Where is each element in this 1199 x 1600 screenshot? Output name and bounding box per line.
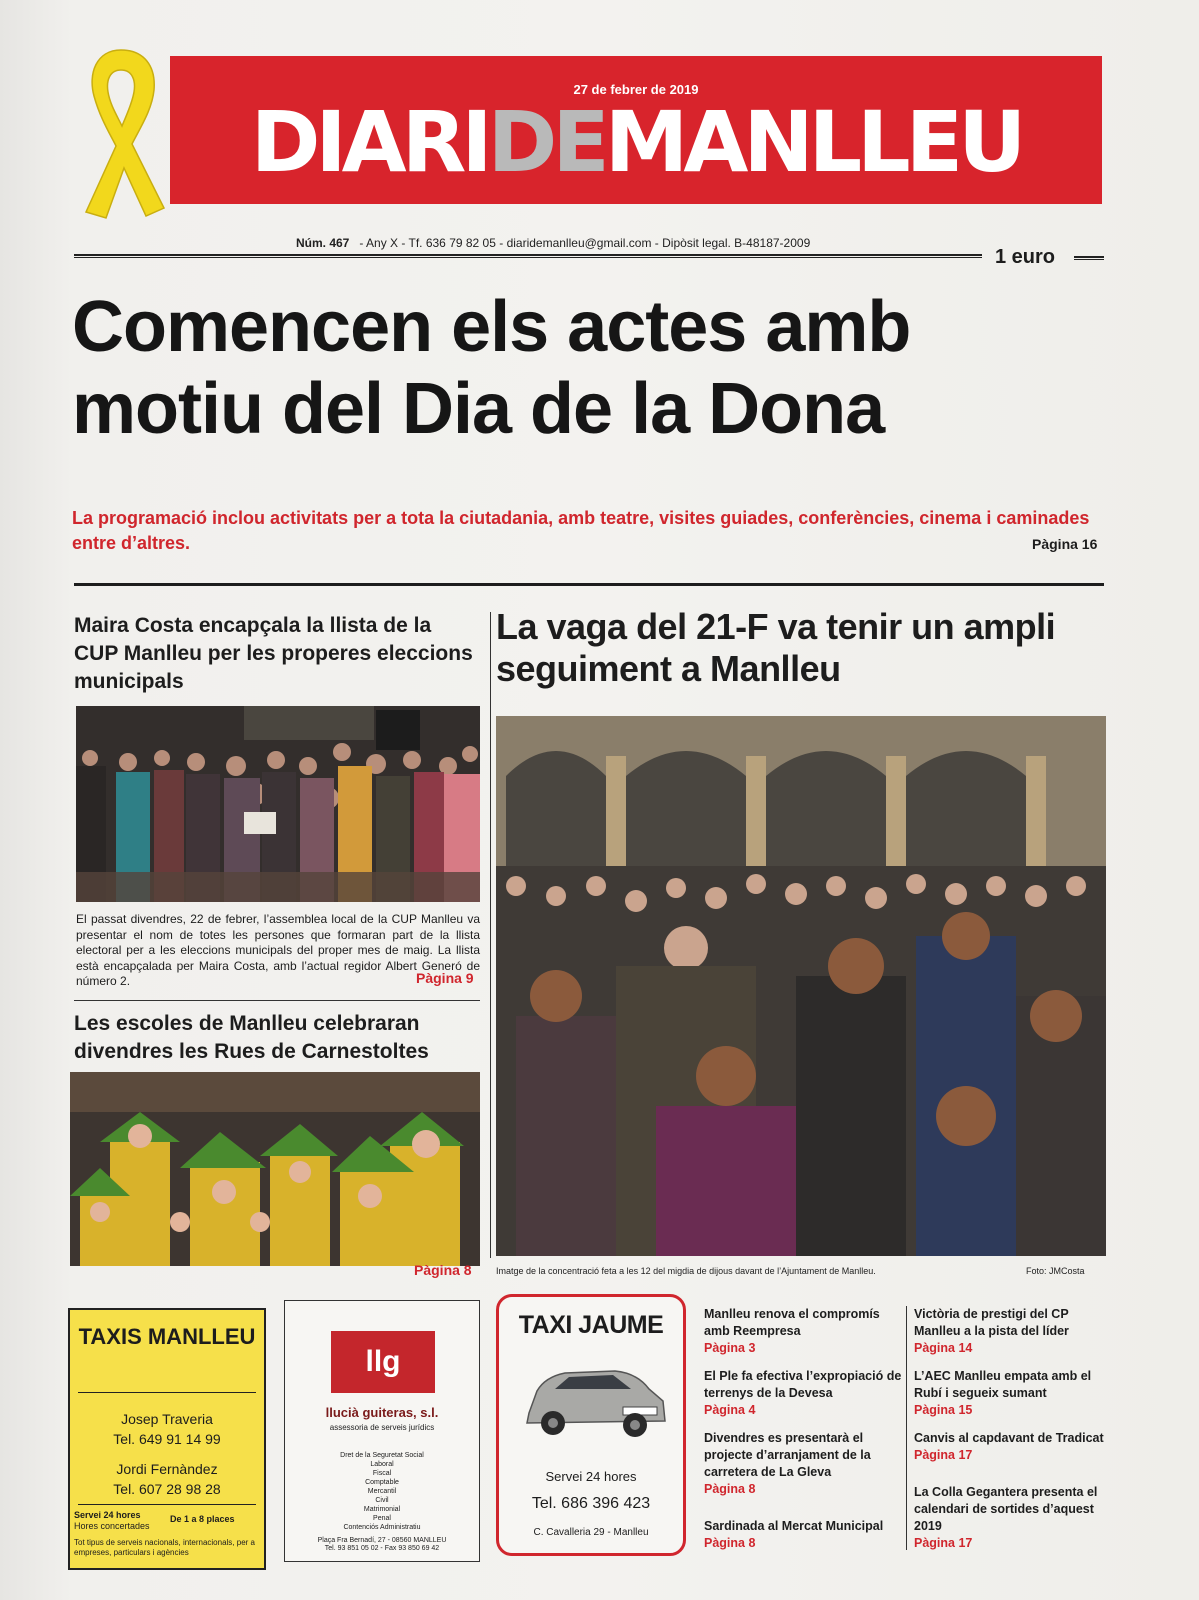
ad-llg-service: Contenciós Administratiu: [343, 1524, 421, 1531]
ad-taxis-hours: Hores concertades: [74, 1521, 150, 1531]
column-divider: [906, 1306, 907, 1550]
ad-lluciaguiteras: [284, 1300, 480, 1562]
article-carnival-page-ref: Pàgina 8: [414, 1262, 472, 1278]
main-headline: Comencen els actes amb motiu del Dia de la Dona: [72, 287, 911, 449]
brief-title: Canvis al capdavant de Tradicat: [914, 1431, 1104, 1445]
brief-title: Manlleu renova el compromís amb Reempresa: [704, 1307, 880, 1338]
article-carnival-title: Les escoles de Manlleu celebraran divendres les Rues de Carnestoltes: [74, 1012, 429, 1063]
ad-llg-subtitle: assessoria de serveis jurídics: [329, 1423, 435, 1432]
ad-taxis-manlleu: [68, 1308, 266, 1570]
main-subhead: La programació inclou activitats per a tota la ciutadania, amb teatre, visites guiades, conferències, cinema i caminades entre d’altres.: [72, 508, 1090, 553]
car-icon: [519, 1351, 669, 1443]
masthead: [170, 56, 1102, 204]
ad-llg-service: Laboral: [370, 1461, 394, 1468]
cup-assembly-photo: [76, 706, 480, 902]
ad-jaume-title: TAXI JAUME: [518, 1311, 664, 1339]
brief-title: Divendres es presentarà el projecte d’arranjament de la carretera de La Gleva: [704, 1431, 871, 1479]
masthead-title-de: DE: [487, 93, 605, 191]
ad-llg-address-line: Plaça Fra Bernadí, 27 - 08560 MANLLEU: [317, 1537, 447, 1544]
divider: [74, 583, 1104, 586]
ad-taxis-tel2: Tel. 607 28 98 28: [113, 1481, 221, 1497]
brief-page: Pàgina 4: [704, 1403, 756, 1417]
ad-taxis-name2: Jordi Fernàndez: [116, 1461, 218, 1477]
masthead-title: [180, 94, 1092, 190]
ad-taxi-jaume: [496, 1294, 686, 1556]
divider: [1074, 256, 1104, 260]
brief-item: [704, 1306, 904, 1356]
issue-number: Núm. 467: [296, 236, 350, 250]
divider: [74, 1000, 480, 1001]
article-strike-caption: Imatge de la concentració feta a les 12 del migdia de dijous davant de l’Ajuntament de Manlleu.: [496, 1266, 876, 1276]
ad-llg-name: llucià guiteras, s.l.: [325, 1405, 439, 1420]
ad-jaume-service: Servei 24 hores: [545, 1469, 637, 1484]
ad-llg-service: Fiscal: [372, 1470, 392, 1477]
brief-page: Pàgina 3: [704, 1341, 756, 1355]
llg-logo: llg: [331, 1331, 435, 1393]
brief-page: Pàgina 15: [914, 1403, 973, 1417]
brief-page: Pàgina 8: [704, 1482, 756, 1496]
ad-llg-service: Penal: [373, 1515, 391, 1522]
ad-taxis-note: Tot tipus de serveis nacionals, internacionals, per a empreses, particulars i agències: [74, 1538, 255, 1557]
column-divider: [490, 612, 491, 1258]
divider: [74, 254, 982, 258]
brief-item: [914, 1306, 1114, 1356]
masthead-title-manlleu: MANLLEU: [604, 93, 1022, 191]
brief-title: La Colla Gegantera presenta el calendari de sortides d’aquest 2019: [914, 1485, 1098, 1533]
ad-taxis-title: TAXIS MANLLEU: [78, 1324, 256, 1349]
ad-llg-phones: Tel. 93 851 05 02 - Fax 93 850 69 42: [324, 1545, 440, 1552]
ad-llg-address: [289, 1537, 475, 1553]
brief-page: Pàgina 17: [914, 1536, 973, 1550]
article-cup-caption: El passat divendres, 22 de febrer, l’assemblea local de la CUP Manlleu va presentar el nom de totes les persones que formaran part de la llista electoral per a les eleccions municipals del proper mes de maig. La llista està encapçalada per Maira Costa, amb l’actual regidor Albert Generó de número 2.: [76, 912, 480, 988]
article-cup-title: Maira Costa encapçala la llista de la CUP Manlleu per les properes eleccions municipals: [74, 614, 473, 693]
ad-llg-service: Dret de la Seguretat Social: [340, 1452, 424, 1459]
issue-info: [296, 236, 810, 250]
brief-title: L’AEC Manlleu empata amb el Rubí i segueix sumant: [914, 1369, 1092, 1400]
yellow-ribbon-icon: [66, 44, 176, 224]
ad-llg-service: Comptable: [365, 1479, 399, 1486]
brief-page: Pàgina 8: [704, 1536, 756, 1550]
issue-details: - Any X - Tf. 636 79 82 05 - diaridemanlleu@gmail.com - Dipòsit legal. B-48187-2009: [359, 236, 811, 250]
ad-llg-services: [285, 1451, 479, 1532]
brief-item: [914, 1430, 1114, 1463]
masthead-title-diari: DIARI: [250, 93, 488, 191]
brief-item: [704, 1430, 904, 1497]
masthead-date: 27 de febrer de 2019: [573, 82, 699, 97]
price: 1 euro: [995, 246, 1056, 268]
ad-taxis-places: De 1 a 8 places: [170, 1514, 235, 1524]
ad-jaume-address: C. Cavalleria 29 - Manlleu: [533, 1527, 649, 1538]
brief-title: Sardinada al Mercat Municipal: [704, 1519, 884, 1533]
article-strike-title: La vaga del 21-F va tenir un ampli seguiment a Manlleu: [496, 606, 1056, 689]
brief-item: [914, 1484, 1114, 1551]
ad-taxis-name1: Josep Traveria: [121, 1411, 213, 1427]
brief-item: [704, 1518, 904, 1551]
ad-taxis-tel1: Tel. 649 91 14 99: [113, 1431, 221, 1447]
ad-llg-service: Matrimonial: [363, 1506, 401, 1513]
ad-jaume-tel: Tel. 686 396 423: [531, 1495, 651, 1512]
article-cup-page-ref: Pàgina 9: [416, 970, 474, 986]
carnival-children-photo: [70, 1072, 480, 1266]
divider: [78, 1392, 256, 1393]
divider: [78, 1504, 256, 1505]
brief-item: [914, 1368, 1114, 1418]
ad-llg-service: Mercantil: [367, 1488, 397, 1495]
brief-page: Pàgina 17: [914, 1448, 973, 1462]
main-page-ref: Pàgina 16: [1032, 536, 1098, 552]
brief-title: El Ple fa efectiva l’expropiació de terrenys de la Devesa: [704, 1369, 902, 1400]
brief-item: [704, 1368, 904, 1418]
brief-title: Victòria de prestigi del CP Manlleu a la pista del líder: [914, 1307, 1069, 1338]
strike-concentration-photo: [496, 716, 1106, 1256]
brief-page: Pàgina 14: [914, 1341, 973, 1355]
ad-taxis-service: Servei 24 hores: [74, 1510, 141, 1520]
ad-llg-service: Civil: [375, 1497, 389, 1504]
photo-credit: Foto: JMCosta: [1026, 1266, 1085, 1276]
